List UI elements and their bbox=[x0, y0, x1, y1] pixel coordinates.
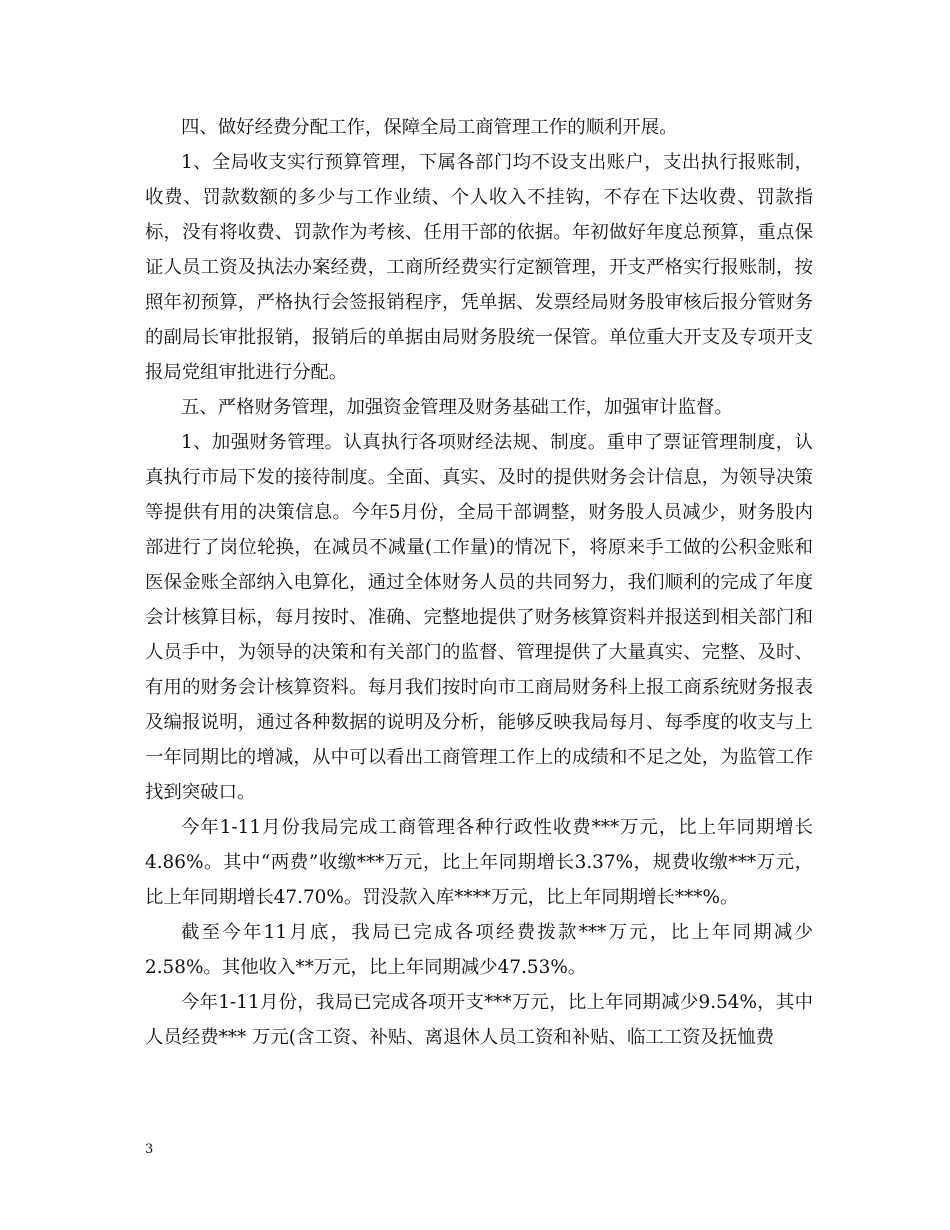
financial-management-paragraph: 1、加强财务管理。认真执行各项财经法规、制度。重申了票证管理制度，认真执行市局下发的接待制度。全面、真实、及时的提供财务会计信息，为领导决策等提供有用的决策信息。今年5月份，全局干部调整，财务股人员减少，财务股内部进行了岗位轮换，在减员不减量(工作量)的情况下，将原来手工做的公积金账和医保金账全部纳入电算化，通过全体财务人员的共同努力，我们顺利的完成了年度会计核算目标，每月按时、准确、完整地提供了财务核算资料并报送到相关部门和人员手中，为领导的决策和有关部门的监督、管理提供了大量真实、完整、及时、有用的财务会计核算资料。每月我们按时向市工商局财务科上报工商系统财务报表及编报说明，通过各种数据的说明及分析，能够反映我局每月、每季度的收支与上一年同期比的增减，从中可以看出工商管理工作上的成绩和不足之处，为监管工作找到突破口。 bbox=[145, 432, 813, 803]
funding-allocation-paragraph: 截至今年11月底，我局已完成各项经费拨款***万元，比上年同期减少2.58%。其他收入**万元，比上年同期减少47.53%。 bbox=[145, 922, 813, 978]
fee-income-paragraph: 今年1-11月份我局完成工商管理各种行政性收费***万元，比上年同期增长4.86%。其中“两费”收缴***万元，比上年同期增长3.37%，规费收缴***万元，比上年同期增长47.70%。罚没款入库****万元，比上年同期增长***%。 bbox=[145, 817, 813, 908]
section-five-heading: 五、严格财务管理，加强资金管理及财务基础工作，加强审计监督。 bbox=[181, 397, 733, 418]
expenditure-paragraph: 今年1-11月份，我局已完成各项开支***万元，比上年同期减少9.54%，其中人员经费*** 万元(含工资、补贴、离退休人员工资和补贴、临工工资及抚恤费 bbox=[145, 992, 813, 1048]
document-body bbox=[145, 110, 813, 1055]
page-number: 3 bbox=[145, 1142, 154, 1157]
section-four-heading: 四、做好经费分配工作，保障全局工商管理工作的顺利开展。 bbox=[181, 117, 678, 138]
budget-management-paragraph: 1、全局收支实行预算管理，下属各部门均不设支出账户，支出执行报账制，收费、罚款数额的多少与工作业绩、个人收入不挂钩，不存在下达收费、罚款指标，没有将收费、罚款作为考核、任用干部的依据。年初做好年度总预算，重点保证人员工资及执法办案经费，工商所经费实行定额管理，开支严格实行报账制，按照年初预算，严格执行会签报销程序，凭单据、发票经局财务股审核后报分管财务的副局长审批报销，报销后的单据由局财务股统一保管。单位重大开支及专项开支报局党组审批进行分配。 bbox=[145, 152, 813, 383]
